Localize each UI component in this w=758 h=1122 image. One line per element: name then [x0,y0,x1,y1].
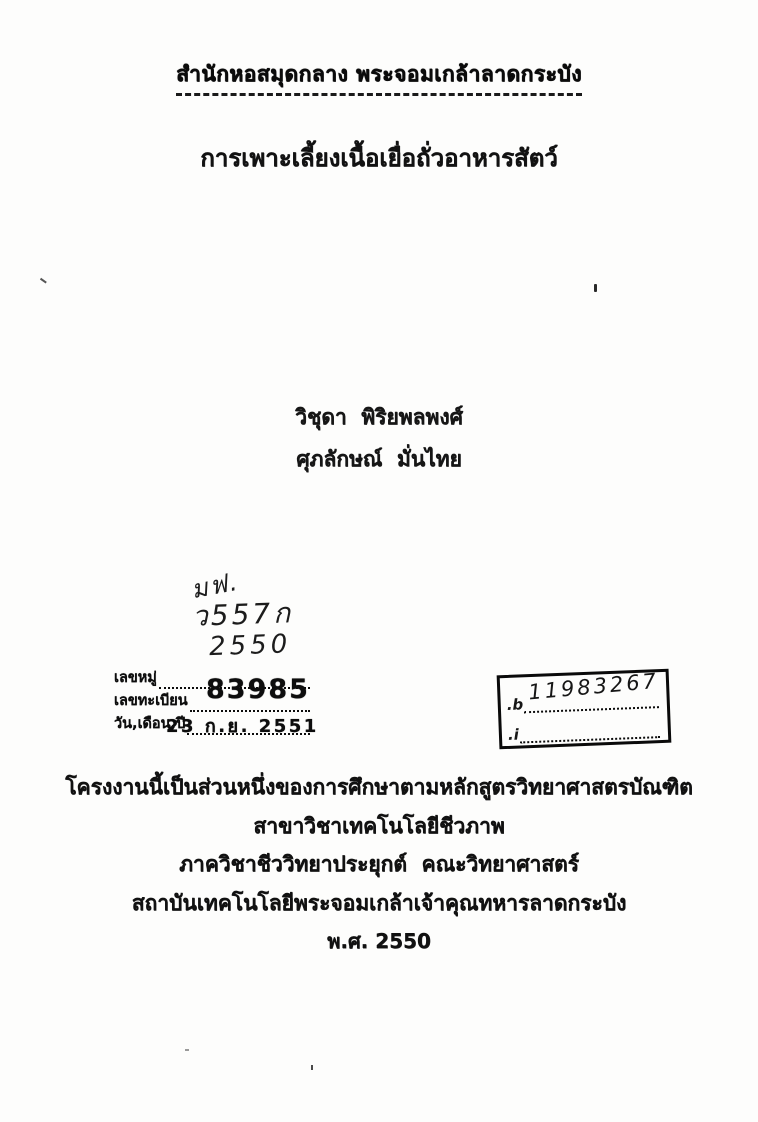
record-number-box [497,669,672,750]
dotted-leader [520,734,660,743]
reg-no-label: เลขทะเบียน [114,693,188,709]
date-row [114,712,319,737]
date-stamp-value: 23 ก.ย. 2551 [166,716,319,737]
footer-degree-statement: โครงงานนี้เป็นส่วนหนึ่งของการศึกษาตามหลักสูตรวิทยาศาสตรบัณฑิต [65,775,693,799]
author-name-1: วิชุดา พิริยพลพงศ์ [295,405,463,429]
reg-no-value: 83985 [206,674,310,705]
footer-department-faculty: ภาควิชาชีววิทยาประยุกต์ คณะวิทยาศาสตร์ [179,852,579,876]
accession-stamp [114,666,319,737]
footer-year: พ.ศ. 2550 [327,929,431,953]
ink-speck [311,1065,313,1070]
library-stamp [0,58,758,96]
call-number-year: 2550 [208,629,292,663]
i-record-row [507,708,660,744]
footer-program: สาขาวิชาเทคโนโลยีชีวภาพ [253,813,505,838]
call-number-prefix: มฟ. [188,566,242,605]
page-title: การเพาะเลี้ยงเนื้อเยื่อถั่วอาหารสัตว์ [200,144,558,172]
ink-speck [594,284,597,292]
ink-speck [40,275,49,284]
handwritten-call-number [188,566,295,663]
ink-speck [185,1049,189,1051]
footer-institution: สถาบันเทคโนโลยีพระจอมเกล้าเจ้าคุณทหารลาดกระบัง [131,890,627,915]
b-record-value: 11983267 [527,668,660,705]
author-name-2: ศุภลักษณ์ มั่นไทย [296,447,462,471]
i-record-label: .i [507,725,520,744]
call-no-label: เลขหมู่ [114,670,157,686]
library-stamp-text: สำนักหอสมุดกลาง พระจอมเกล้าลาดกระบัง [176,58,582,96]
footer-block [0,768,758,961]
date-label: วัน,เดือน,ปี [114,716,186,732]
b-record-label: .b [506,695,524,714]
author-block [0,396,758,480]
call-number-code: ว557ก [191,596,294,633]
